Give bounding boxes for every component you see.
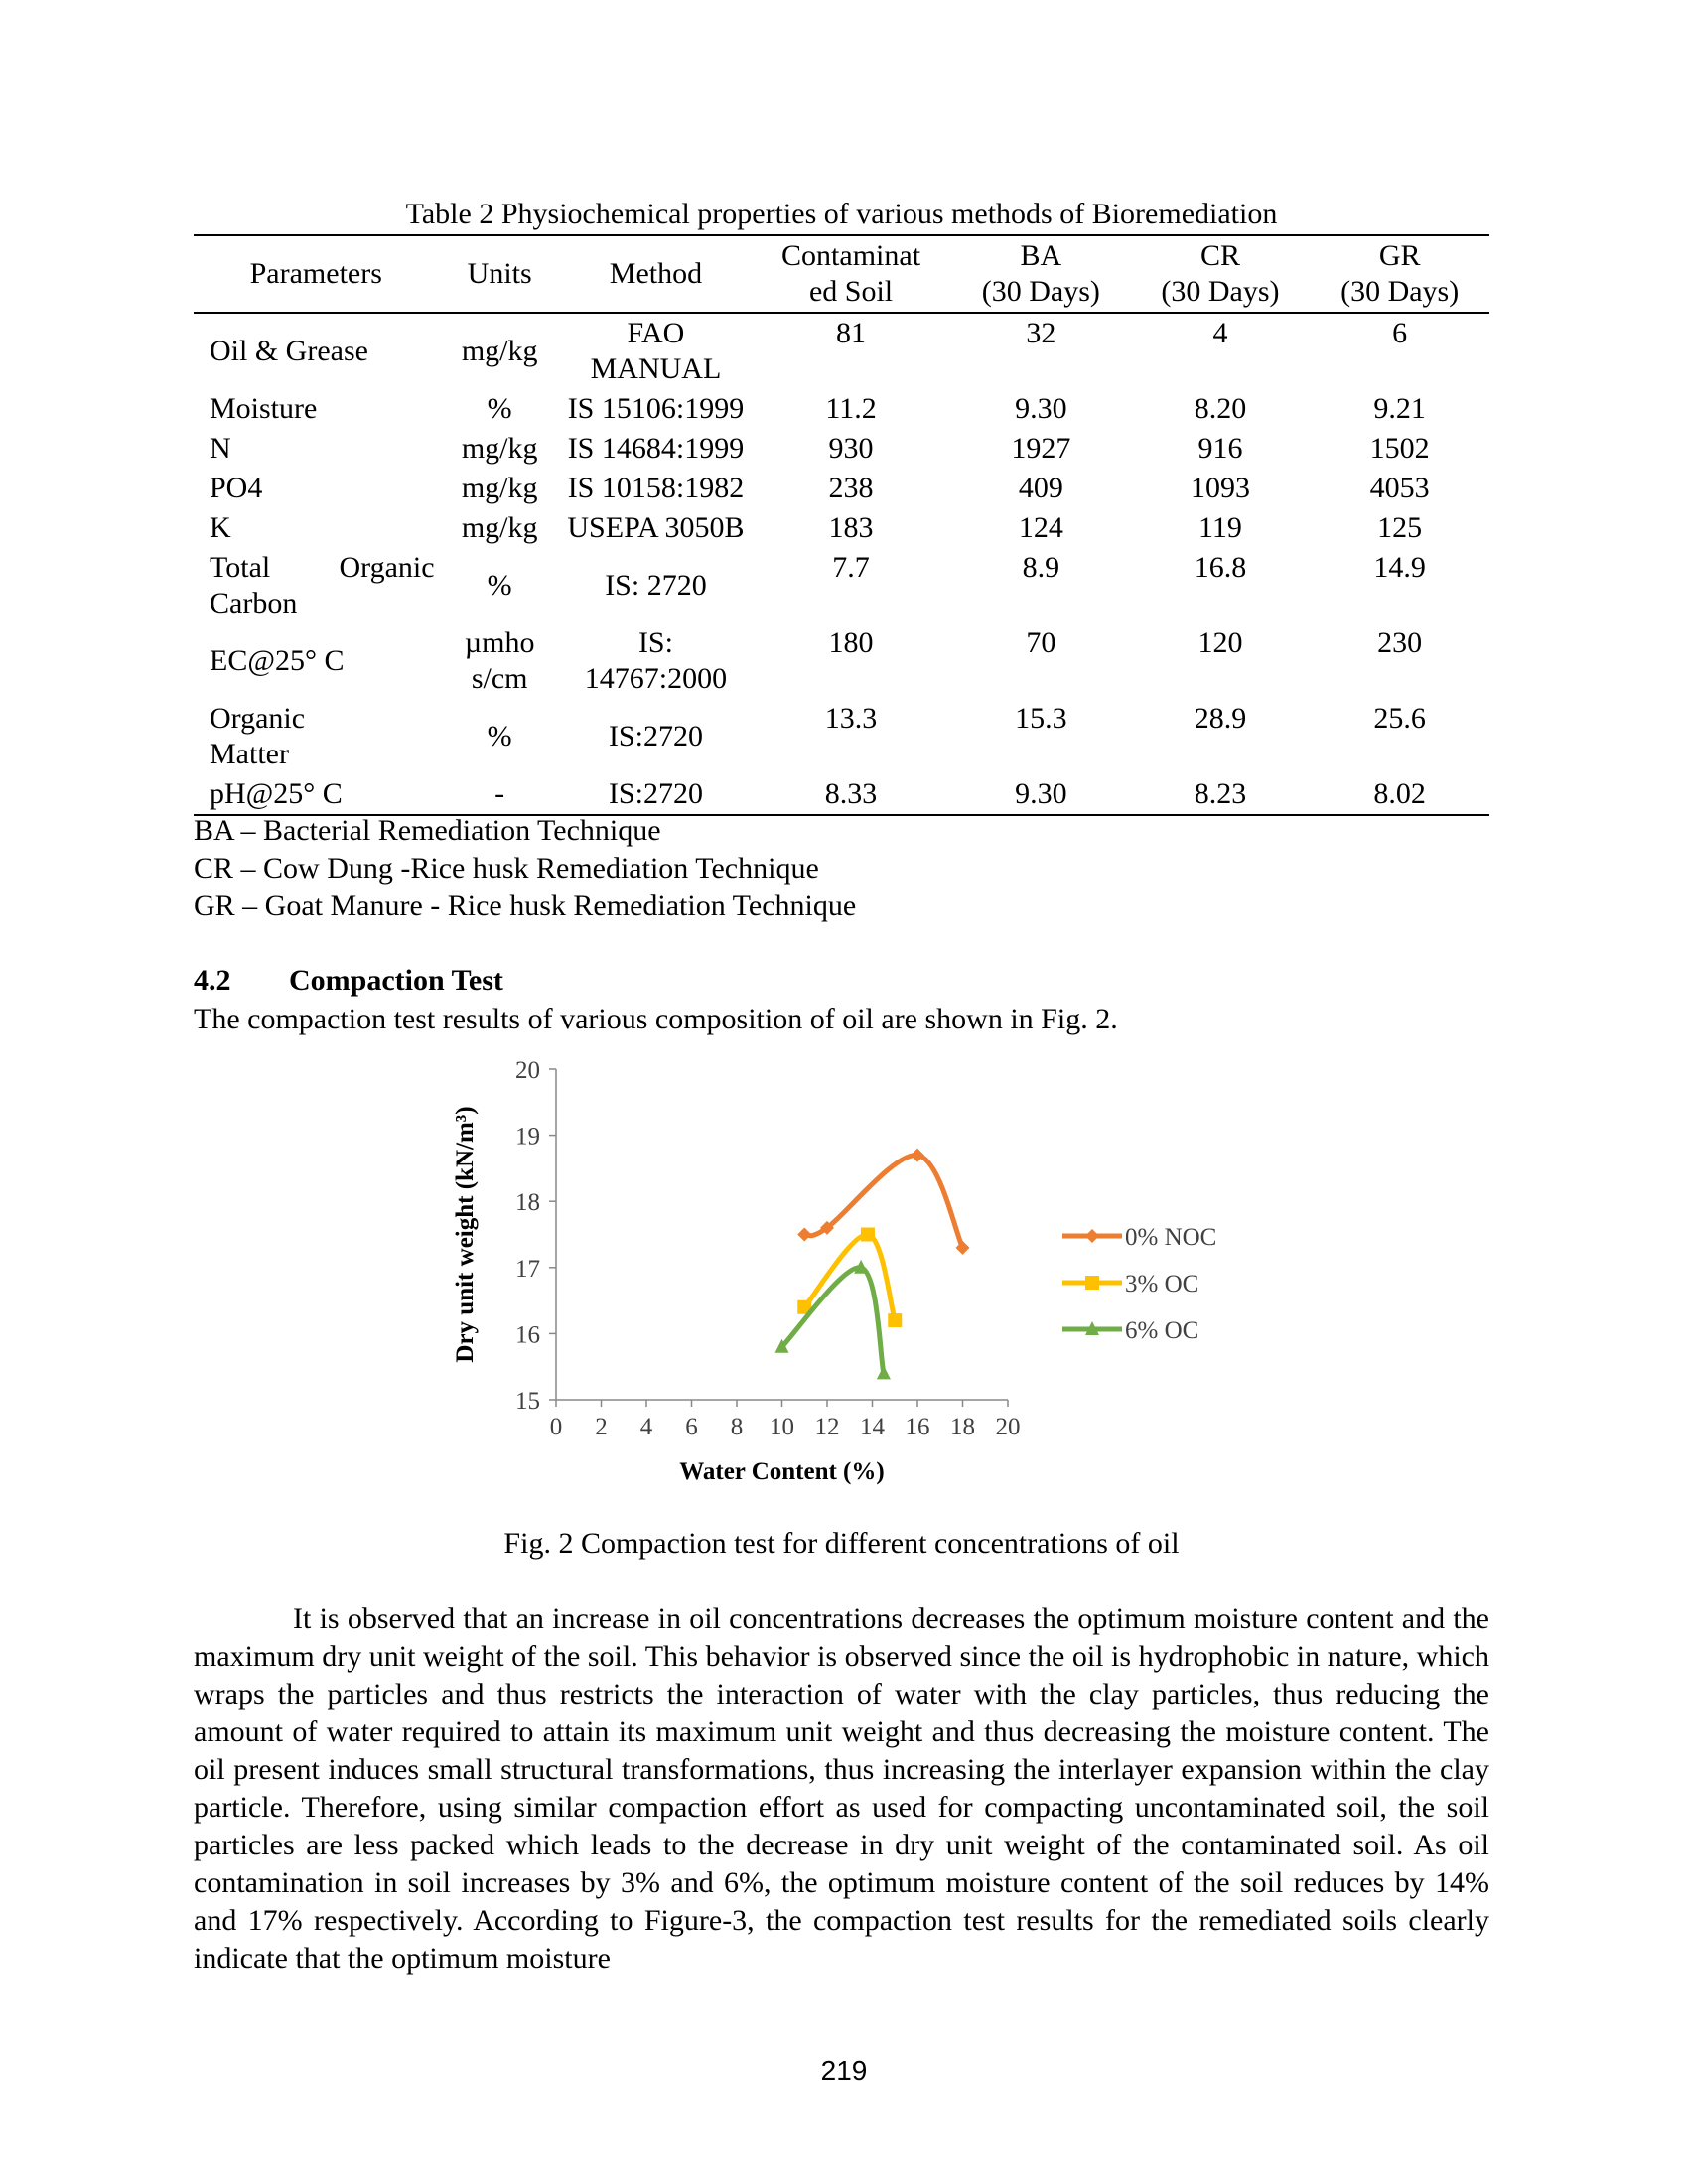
data-point-0	[911, 1149, 924, 1162]
cell-cr-value: 1093	[1190, 472, 1250, 504]
abbreviation-notes	[194, 812, 856, 925]
cell-unit	[439, 699, 561, 774]
cell-parameter	[194, 429, 439, 469]
cell-contaminated-soil	[751, 429, 951, 469]
header-cr-line1: CR	[1199, 239, 1240, 272]
table-row	[194, 548, 1489, 623]
cell-gr-value: 14.9	[1373, 551, 1426, 584]
cell-gr-value: 125	[1377, 511, 1423, 544]
cell-method	[561, 548, 751, 623]
cell-method-text: USEPA 3050B	[567, 511, 745, 544]
header-gr-line1: GR	[1378, 239, 1421, 272]
cell-unit	[439, 313, 561, 389]
cell-contaminated-soil-value: 930	[828, 432, 874, 465]
x-axis-label: Water Content (%)	[679, 1458, 885, 1485]
cell-method-text: IS:2720	[608, 777, 703, 810]
data-point-1	[861, 1228, 875, 1242]
cell-contaminated-soil-value: 8.33	[824, 777, 878, 810]
cell-ba	[951, 313, 1131, 389]
cell-cr	[1131, 389, 1311, 429]
cell-unit-line1: mg/kg	[461, 511, 538, 544]
cell-cr	[1131, 469, 1311, 508]
cell-method-text: IS:2720	[608, 720, 703, 752]
cell-method	[561, 389, 751, 429]
x-tick-label: 4	[639, 1414, 653, 1440]
series-line-0	[804, 1155, 962, 1247]
cell-gr	[1310, 508, 1489, 548]
cell-cr-value: 916	[1197, 432, 1243, 465]
legend-marker-0	[1085, 1229, 1099, 1243]
cell-cr	[1131, 313, 1311, 389]
cell-cr	[1131, 699, 1311, 774]
cell-parameter	[194, 548, 439, 623]
cell-ba-value: 32	[1026, 317, 1056, 349]
data-point-0	[797, 1228, 811, 1242]
header-ba	[951, 235, 1131, 313]
y-tick-label: 19	[515, 1123, 540, 1151]
x-tick-label: 10	[770, 1414, 794, 1440]
cell-ba-value: 9.30	[1015, 392, 1067, 425]
cell-cr-value: 8.20	[1194, 392, 1247, 425]
cell-contaminated-soil-value: 11.2	[825, 392, 877, 425]
x-tick-label: 12	[814, 1414, 840, 1440]
cell-gr-value: 1502	[1369, 432, 1430, 465]
section-intro: The compaction test results of various composition of oil are shown in Fig. 2.	[194, 1003, 1118, 1035]
header-parameters: Parameters	[249, 257, 382, 290]
cell-ba-value: 9.30	[1015, 777, 1067, 810]
cell-gr-value: 25.6	[1373, 702, 1426, 735]
series-line-2	[782, 1268, 884, 1374]
cell-gr	[1310, 313, 1489, 389]
cell-gr	[1310, 389, 1489, 429]
cell-contaminated-soil	[751, 623, 951, 699]
cell-parameter	[194, 508, 439, 548]
legend-marker-1	[1085, 1276, 1099, 1290]
cell-ba-value: 124	[1018, 511, 1063, 544]
cell-contaminated-soil-value: 183	[828, 511, 874, 544]
table-row	[194, 389, 1489, 429]
cell-parameter	[194, 469, 439, 508]
cell-method-text: FAO MANUAL	[590, 317, 722, 385]
table-header-row	[194, 235, 1489, 313]
cell-contaminated-soil	[751, 313, 951, 389]
page-number: 219	[820, 2055, 868, 2086]
table-row	[194, 623, 1489, 699]
cell-contaminated-soil	[751, 508, 951, 548]
cell-parameter	[194, 313, 439, 389]
data-point-0	[956, 1241, 970, 1255]
header-method: Method	[609, 257, 703, 290]
cell-gr-value: 230	[1377, 626, 1423, 659]
cell-cr-value: 119	[1198, 511, 1242, 544]
data-point-2	[877, 1365, 891, 1379]
cell-unit-line1: mg/kg	[461, 335, 538, 367]
header-gr-line2: (30 Days)	[1340, 275, 1460, 308]
cell-ba	[951, 469, 1131, 508]
cell-unit-line1: mg/kg	[461, 472, 538, 504]
cell-gr	[1310, 699, 1489, 774]
cell-parameter-line2: Matter	[210, 738, 289, 770]
cell-cr	[1131, 774, 1311, 815]
cell-cr	[1131, 429, 1311, 469]
cell-unit	[439, 548, 561, 623]
cell-parameter-line1: Organic	[210, 702, 306, 735]
cell-gr-value: 9.21	[1373, 392, 1426, 425]
cell-unit	[439, 774, 561, 815]
x-tick-label: 16	[905, 1414, 930, 1440]
cell-unit-line1: -	[494, 777, 505, 810]
cell-parameter	[194, 623, 439, 699]
cell-method	[561, 508, 751, 548]
legend-label-1: 3% OC	[1125, 1271, 1199, 1297]
cell-gr	[1310, 548, 1489, 623]
cell-parameter-line1: PO4	[210, 472, 263, 504]
cell-unit-line1: mg/kg	[461, 432, 538, 465]
properties-table	[194, 234, 1489, 816]
cell-unit-line1: µmho	[464, 626, 535, 659]
header-cr	[1131, 235, 1311, 313]
cell-parameter	[194, 774, 439, 815]
cell-method-text: IS 15106:1999	[567, 392, 745, 425]
cell-cr-value: 4	[1212, 317, 1228, 349]
cell-unit-line1: %	[487, 720, 512, 752]
cell-method	[561, 469, 751, 508]
note-cr: CR – Cow Dung -Rice husk Remediation Technique	[194, 852, 819, 885]
cell-parameter	[194, 389, 439, 429]
note-ba: BA – Bacterial Remediation Technique	[194, 814, 661, 847]
cell-ba	[951, 699, 1131, 774]
cell-method-text: IS: 14767:2000	[584, 626, 728, 695]
cell-unit	[439, 623, 561, 699]
section-number: 4.2	[194, 964, 231, 997]
x-tick-label: 6	[685, 1414, 698, 1440]
cell-cr	[1131, 623, 1311, 699]
cell-unit-line2: s/cm	[471, 662, 528, 695]
cell-parameter-line2: Carbon	[210, 587, 298, 619]
cell-parameter-line1: K	[210, 511, 231, 544]
cell-ba	[951, 548, 1131, 623]
header-contaminated-soil	[751, 235, 951, 313]
table-row	[194, 699, 1489, 774]
cell-ba-value: 409	[1018, 472, 1063, 504]
cell-ba-value: 8.9	[1022, 551, 1060, 584]
cell-gr	[1310, 623, 1489, 699]
section-heading	[194, 963, 503, 999]
cell-contaminated-soil	[751, 469, 951, 508]
cell-method	[561, 774, 751, 815]
cell-method-text: IS 10158:1982	[567, 472, 745, 504]
cell-contaminated-soil-value: 7.7	[832, 551, 870, 584]
cell-cr-value: 16.8	[1194, 551, 1247, 584]
cell-ba-value: 70	[1026, 626, 1056, 659]
cell-unit	[439, 508, 561, 548]
x-tick-label: 8	[730, 1414, 744, 1440]
header-ba-line1: BA	[1020, 239, 1062, 272]
cell-ba	[951, 429, 1131, 469]
cell-contaminated-soil	[751, 548, 951, 623]
cell-gr-value: 6	[1392, 317, 1408, 349]
y-tick-label: 17	[515, 1255, 540, 1283]
cell-cr	[1131, 548, 1311, 623]
cell-method	[561, 313, 751, 389]
table-caption: Table 2 Physiochemical properties of various methods of Bioremediation	[405, 198, 1278, 230]
header-units: Units	[467, 257, 532, 290]
cell-parameter-line1: N	[210, 432, 231, 465]
cell-parameter-line1: EC@25° C	[210, 644, 345, 677]
cell-method	[561, 699, 751, 774]
table-row	[194, 508, 1489, 548]
x-tick-label: 14	[860, 1414, 885, 1440]
cell-contaminated-soil	[751, 699, 951, 774]
cell-ba-value: 1927	[1011, 432, 1071, 465]
cell-unit-line1: %	[487, 392, 512, 425]
cell-cr-value: 28.9	[1194, 702, 1247, 735]
cell-contaminated-soil	[751, 774, 951, 815]
cell-gr	[1310, 469, 1489, 508]
cell-method-text: IS: 2720	[605, 569, 707, 602]
section-title: Compaction Test	[289, 964, 503, 997]
cell-cr-value: 120	[1197, 626, 1243, 659]
cell-unit	[439, 429, 561, 469]
table-row	[194, 429, 1489, 469]
figure-caption: Fig. 2 Compaction test for different concentrations of oil	[503, 1527, 1180, 1560]
header-cr-line2: (30 Days)	[1161, 275, 1280, 308]
header-gr	[1310, 235, 1489, 313]
cell-method	[561, 429, 751, 469]
cell-cr	[1131, 508, 1311, 548]
cell-ba	[951, 623, 1131, 699]
cell-contaminated-soil-value: 238	[828, 472, 874, 504]
cell-contaminated-soil	[751, 389, 951, 429]
data-point-1	[888, 1313, 902, 1327]
table-row	[194, 469, 1489, 508]
x-tick-label: 20	[995, 1414, 1021, 1440]
y-tick-label: 16	[515, 1321, 540, 1349]
header-contaminated-line2: ed Soil	[808, 275, 894, 308]
legend-label-2: 6% OC	[1125, 1317, 1199, 1344]
cell-parameter-line1: Moisture	[210, 392, 318, 425]
y-tick-label: 20	[515, 1057, 540, 1084]
cell-gr	[1310, 774, 1489, 815]
x-tick-label: 18	[950, 1414, 975, 1440]
header-contaminated-line1: Contaminat	[781, 239, 921, 272]
table-row	[194, 313, 1489, 389]
y-tick-label: 15	[515, 1388, 540, 1415]
cell-gr	[1310, 429, 1489, 469]
x-tick-label: 2	[595, 1414, 608, 1440]
cell-ba-value: 15.3	[1015, 702, 1067, 735]
cell-unit	[439, 469, 561, 508]
cell-parameter-line1: Oil & Grease	[210, 335, 368, 367]
cell-cr-value: 8.23	[1194, 777, 1247, 810]
cell-gr-value: 4053	[1369, 472, 1430, 504]
legend-label-0: 0% NOC	[1125, 1224, 1217, 1251]
body-paragraph: It is observed that an increase in oil concentrations decreases the optimum moisture content and the maximum dry unit weight of the soil. This behavior is observed since the oil is hydrophobic in nature, which wraps the particles and thus restricts the interaction of water with the clay particles, thus reducing the amount of water required to attain its maximum unit weight and thus decreasing the moisture content. The oil present induces small structural transformations, thus increasing the interlayer expansion within the clay particle. Therefore, using similar compaction effort as used for compacting uncontaminated soil, the soil particles are less packed which leads to the decrease in dry unit weight of the contaminated soil. As oil contamination in soil increases by 3% and 6%, the optimum moisture content of the soil reduces by 14% and 17% respectively. According to Figure-3, the compaction test results for the remediated soils clearly indicate that the optimum moisture	[194, 1602, 1489, 1975]
x-tick-label: 0	[549, 1414, 563, 1440]
cell-method	[561, 623, 751, 699]
y-tick-label: 18	[515, 1189, 540, 1217]
cell-parameter-line1: Total Organic	[210, 551, 435, 584]
cell-contaminated-soil-value: 180	[828, 626, 874, 659]
cell-parameter	[194, 699, 439, 774]
y-axis-label: Dry unit weight (kN/m³)	[452, 1106, 479, 1363]
cell-ba	[951, 389, 1131, 429]
cell-ba	[951, 774, 1131, 815]
cell-ba	[951, 508, 1131, 548]
compaction-chart	[437, 1042, 1251, 1519]
table-row	[194, 774, 1489, 815]
note-gr: GR – Goat Manure - Rice husk Remediation Technique	[194, 889, 857, 922]
header-ba-line2: (30 Days)	[981, 275, 1100, 308]
cell-unit-line1: %	[487, 569, 512, 602]
cell-parameter-line1: pH@25° C	[210, 777, 343, 810]
series-line-1	[804, 1234, 895, 1320]
cell-contaminated-soil-value: 81	[836, 317, 867, 349]
cell-gr-value: 8.02	[1373, 777, 1426, 810]
cell-unit	[439, 389, 561, 429]
cell-contaminated-soil-value: 13.3	[824, 702, 878, 735]
cell-method-text: IS 14684:1999	[567, 432, 745, 465]
